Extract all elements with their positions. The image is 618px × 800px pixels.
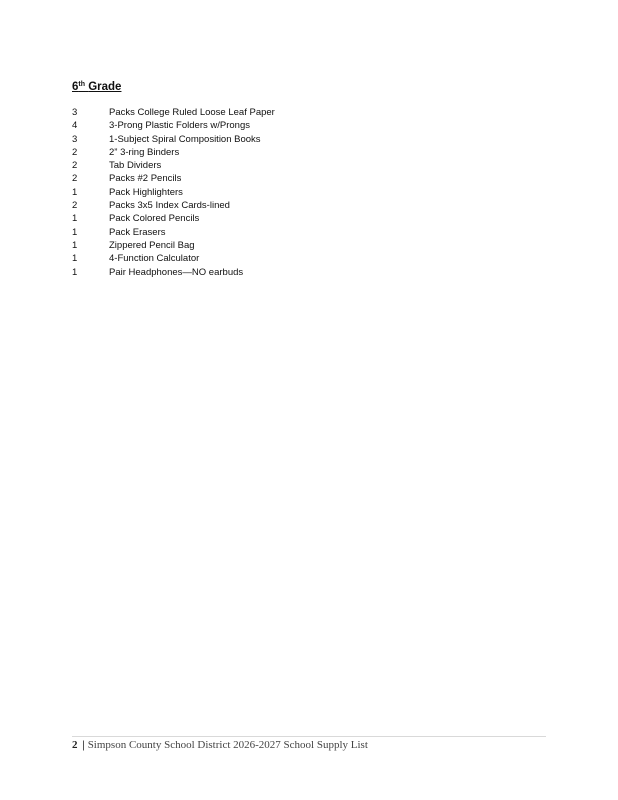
footer-divider: [72, 736, 546, 737]
grade-number: 6: [72, 81, 79, 93]
supply-quantity: 2: [72, 160, 78, 172]
grade-ordinal-suffix: th: [78, 81, 86, 88]
page-footer: [72, 739, 368, 751]
supply-quantity: 1: [72, 226, 78, 238]
supply-quantity: 1: [72, 253, 78, 265]
supply-quantity: 4: [72, 120, 78, 132]
supply-item: 2” 3-ring Binders: [109, 146, 180, 158]
supply-item: Pack Highlighters: [109, 186, 183, 198]
supply-item: Zippered Pencil Bag: [109, 239, 195, 251]
grade-heading: [72, 81, 121, 93]
supply-item: 4-Function Calculator: [109, 253, 200, 265]
supply-item: 3-Prong Plastic Folders w/Prongs: [109, 120, 250, 132]
grade-word: Grade: [88, 81, 122, 93]
supply-item: Packs College Ruled Loose Leaf Paper: [109, 107, 275, 118]
footer-page-number: 2: [72, 739, 78, 751]
supply-quantity: 1: [72, 239, 78, 251]
footer-title: Simpson County School District 2026-2027 School Supply List: [87, 739, 368, 751]
supply-quantity: 2: [72, 173, 78, 185]
supply-item: 1-Subject Spiral Composition Books: [109, 133, 261, 145]
supply-quantity: 2: [72, 200, 78, 212]
supply-item: Packs 3x5 Index Cards-lined: [109, 200, 230, 212]
supply-item: Packs #2 Pencils: [109, 173, 182, 185]
supply-quantity: 3: [72, 107, 78, 118]
supply-quantity: 1: [72, 213, 78, 225]
supply-quantity: 1: [72, 186, 78, 198]
footer-separator: |: [82, 739, 85, 751]
supply-quantity: 3: [72, 133, 78, 145]
supply-quantity: 2: [72, 146, 78, 158]
supply-item: Tab Dividers: [109, 160, 162, 172]
supply-item: Pair Headphones—NO earbuds: [109, 266, 244, 278]
supply-quantity: 1: [72, 266, 78, 278]
supply-item: Pack Erasers: [109, 226, 166, 238]
supply-item: Pack Colored Pencils: [109, 213, 200, 225]
